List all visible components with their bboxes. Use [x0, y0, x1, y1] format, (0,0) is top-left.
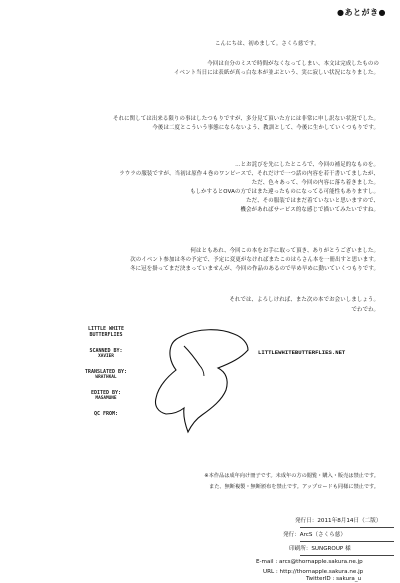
paragraph-line: 今後は二度とこういう事態にならないよう、教訓として、今後に生かしていくつもりです。 [152, 125, 379, 131]
afterword-paragraph-2 [113, 115, 379, 133]
paragraph-line: 何はともあれ、今回この本をお手に取って頂き、ありがとうございました。 [190, 248, 379, 254]
paragraph-line: …とお詫びを先にしたところで、今回の補足的なものを。 [235, 162, 379, 168]
translated-by-label: TRANSLATED BY: [84, 369, 128, 375]
colophon-divider [300, 527, 394, 528]
colophon-publisher: 発行：ArcS（さくら慈） [283, 532, 346, 538]
paragraph-line: 次のイベント参加は冬の予定で、予定に変更がなければまたこのはらさん本を一冊出すと思います。 [130, 257, 379, 263]
paragraph-line: ただ、色々あって、今回の内容に落ち着きました。 [251, 180, 379, 186]
group-name-line2: BUTTERFLIES [89, 332, 123, 338]
scanned-by-label: SCANNED BY: [89, 348, 123, 354]
signoff-closing: でわでわ。 [351, 307, 379, 313]
scanlation-credits [80, 326, 132, 417]
adult-notice [204, 471, 379, 493]
colophon-divider [300, 541, 394, 542]
notice-line: ※本作品は成年向け冊子です。未成年の方の閲覧・購入・販売は禁止です。 [204, 473, 379, 479]
edited-by-label: EDITED BY: [90, 390, 122, 396]
paragraph-line: 冬に冠を掛ってまだ決まっていませんが、今回の作品のあるので早め早めに動いていくつもりです。 [130, 266, 379, 272]
signoff-text: それでは、よろしければ、また次の本でお会いしましょう。 [229, 297, 379, 303]
afterword-heading: ●あとがき● [337, 8, 386, 17]
paragraph-line: ラウラの服装ですが、当初は原作４巻のワンピースで、それだけで一つ話の内容を若干書いてましたが、 [119, 171, 379, 177]
paragraph-line: イベント当日には表紙が真っ白な本が並ぶという、実に寂しい状況になりました。 [173, 70, 379, 76]
colophon-twitter: TwitterID : sakura_u [306, 576, 362, 582]
paragraph-line: ただ、その服装ではまだ着ていないと思いますので、 [246, 198, 379, 204]
colophon-url: URL : http://thornapple.sakura.ne.jp [263, 569, 364, 575]
notice-line: また、無断複製・無断頒布を禁止です。アップロードも同様に禁止です。 [209, 484, 379, 490]
site-url: LITTLEWHITEBUTTERFLIES.NET [258, 349, 346, 356]
colophon-date: 発行日：2011年8月14日（二版） [295, 518, 382, 524]
paragraph-line: 今回は自分のミスで時間がなくなってしまい、本文は完成したものの [207, 61, 379, 67]
paragraph-line: もしかするとOVAの方ではまた違ったものになってる可能性もありますし。 [190, 189, 379, 195]
scanned-by-value: XAVIER [98, 354, 114, 359]
qc-from-label: QC FROM: [93, 411, 119, 417]
colophon-printer: 印刷所：SUNGROUP 様 [289, 546, 351, 552]
paragraph-line: 機会があればサービス的な感じで描いてみたいですね。 [240, 207, 379, 213]
paragraph-line: それに関しては出来る限りの事はしたつもりですが、多分見て頂いた方には非常に申し訳ない状況でした。 [113, 116, 379, 122]
afterword-paragraph-4 [130, 247, 379, 274]
edited-by-value: MASAMUNE [95, 396, 117, 401]
afterword-paragraph-1 [174, 60, 379, 78]
greeting-text: こんにちは、初めまして。さくら慈です。 [215, 41, 320, 47]
afterword-paragraph-3 [119, 161, 379, 215]
translated-by-value: WRATHKAL [95, 375, 117, 380]
butterfly-outline-icon [138, 320, 278, 440]
group-name-line1: LITTLE WHITE [87, 326, 125, 332]
colophon-email: E-mail : arcs@thornapple.sakura.ne.jp [256, 559, 363, 565]
